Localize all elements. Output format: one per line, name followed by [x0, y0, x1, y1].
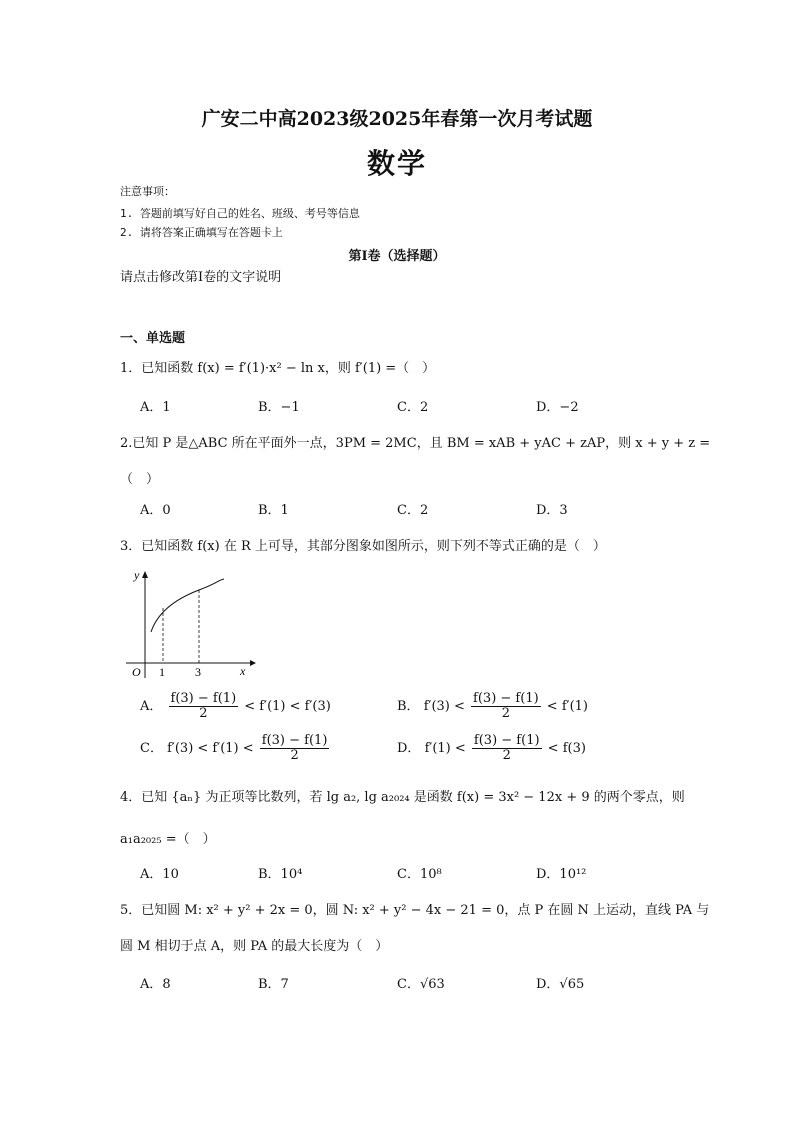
x-axis-arrow-icon: [250, 660, 256, 666]
exam-title: 广安二中高2023级2025年春第一次月考试题: [201, 108, 593, 130]
option-head: f′(1) <: [424, 741, 466, 756]
q4-option-c: C．10⁸: [397, 867, 442, 882]
question-1-stem: 1．已知函数 f(x) = f′(1)·x² − ln x，则 f′(1) =（ ）: [120, 361, 436, 376]
question-4-stem: 4．已知 {aₙ} 为正项等比数列，若 lg a₂, lg a₂₀₂₄ 是函数 f(x) = 3x² − 12x + 9 的两个零点，则: [120, 790, 685, 805]
q5-option-c: C．√63: [397, 977, 445, 992]
section-title: 第I卷（选择题）: [348, 249, 446, 264]
question-2-stem-cont: （ ）: [120, 472, 160, 487]
section-description[interactable]: 请点击修改第I卷的文字说明: [120, 270, 282, 285]
option-tail: < f(3): [547, 741, 586, 756]
q5-option-d: D．√65: [536, 977, 585, 992]
q3-option-d: [397, 734, 586, 763]
q3-option-b: [397, 692, 588, 721]
part-title: 一、单选题: [120, 331, 186, 346]
option-tail: < f′(1): [546, 699, 588, 714]
tick-label-1: 1: [159, 665, 165, 679]
fraction-numerator: f(3) − f(1): [473, 733, 540, 748]
fraction: [471, 692, 541, 721]
fraction-numerator: f(3) − f(1): [170, 691, 237, 706]
subject-title: 数学: [366, 147, 427, 180]
notes-item: 1. 答题前填写好自己的姓名、班级、考号等信息: [120, 207, 360, 220]
option-tail: < f′(1) < f′(3): [244, 699, 331, 714]
question-5-stem: 5．已知圆 M: x² + y² + 2x = 0，圆 N: x² + y² − 4x − 21 = 0，点 P 在圆 N 上运动，直线 PA 与: [120, 903, 710, 918]
q2-option-b: B．1: [258, 503, 289, 518]
q1-option-d: D．−2: [536, 400, 579, 415]
option-letter: B．: [397, 699, 420, 714]
question-5-stem-cont: 圆 M 相切于点 A，则 PA 的最大长度为（ ）: [120, 939, 389, 954]
question-4-stem-cont: a₁a₂₀₂₅ =（ ）: [120, 832, 216, 847]
option-letter: C．: [140, 741, 163, 756]
fraction-denominator: 2: [290, 748, 299, 763]
notes-heading: 注意事项：: [120, 185, 175, 198]
question-3-stem: 3．已知函数 f(x) 在 R 上可导，其部分图象如图所示，则下列不等式正确的是（ ）: [120, 539, 606, 554]
x-axis-label: x: [240, 664, 246, 678]
fraction-denominator: 2: [501, 706, 510, 721]
q5-option-a: A．8: [140, 977, 171, 992]
y-axis-label: y: [134, 568, 140, 582]
q1-option-b: B．−1: [258, 400, 300, 415]
fraction: [472, 734, 542, 763]
q5-option-b: B．7: [258, 977, 289, 992]
q4-option-a: A．10: [140, 867, 179, 882]
option-head: f′(3) <: [423, 699, 465, 714]
q1-option-a: A．1: [140, 400, 171, 415]
fraction-denominator: 2: [502, 748, 511, 763]
q2-option-a: A．0: [140, 503, 171, 518]
origin-label: O: [132, 665, 141, 679]
fraction-numerator: f(3) − f(1): [261, 733, 328, 748]
option-head: f′(3) < f′(1) <: [167, 741, 254, 756]
tick-label-3: 3: [195, 665, 201, 679]
fraction: [260, 734, 330, 763]
option-letter: A．: [140, 699, 163, 714]
fraction-numerator: f(3) − f(1): [473, 691, 539, 706]
question-2-stem: 2.已知 P 是△ABC 所在平面外一点，3PM = 2MC，且 BM = xAB + yAC + zAP，则 x + y + z =: [120, 436, 711, 451]
q1-option-c: C．2: [397, 400, 429, 415]
fraction-denominator: 2: [199, 706, 208, 721]
fraction: [169, 692, 239, 721]
q3-option-a: [140, 692, 331, 721]
y-axis-arrow-icon: [142, 571, 148, 578]
q3-option-c: [140, 734, 331, 763]
q2-option-d: D．3: [536, 503, 568, 518]
function-curve: [151, 579, 224, 632]
q4-option-b: B．10⁴: [258, 867, 303, 882]
notes-item: 2. 请将答案正确填写在答题卡上: [120, 226, 283, 239]
q2-option-c: C．2: [397, 503, 429, 518]
q4-option-d: D．10¹²: [536, 867, 587, 882]
function-graph: [118, 566, 258, 681]
option-letter: D．: [397, 741, 421, 756]
